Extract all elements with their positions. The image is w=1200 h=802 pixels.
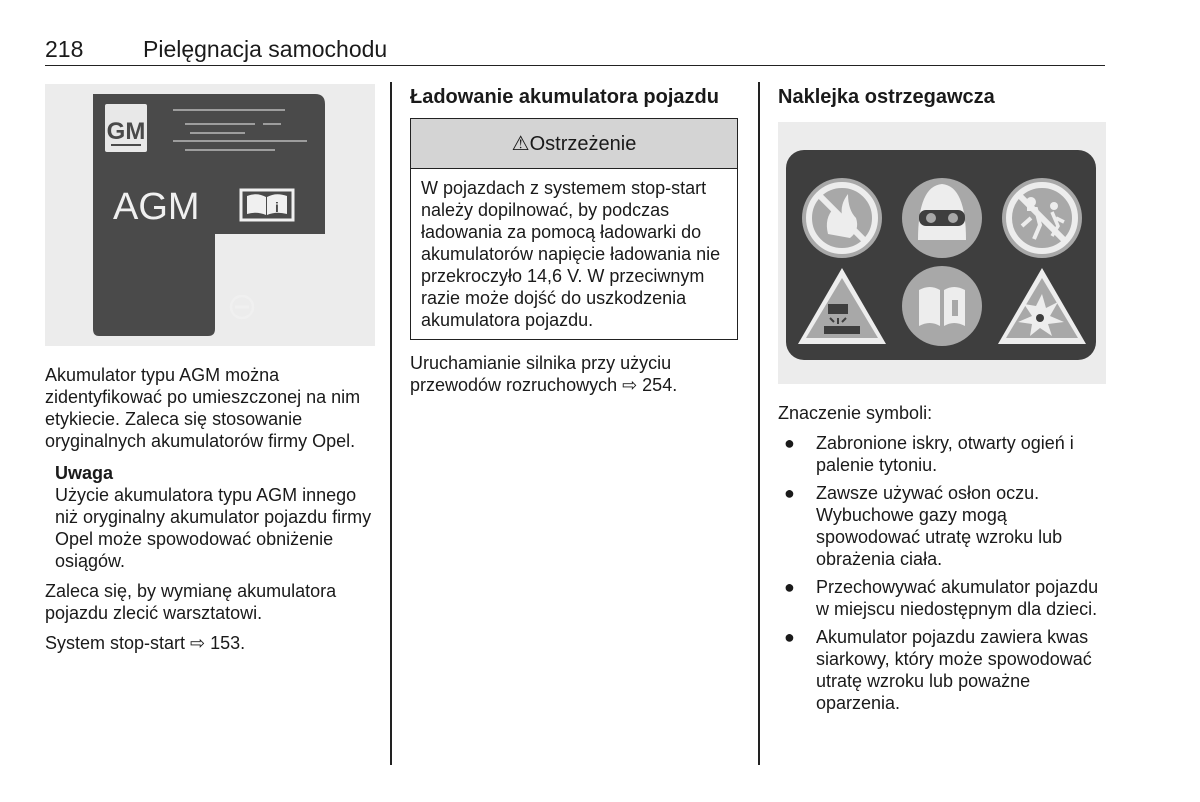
list-item-text: Zawsze używać osłon oczu. Wybuchowe gazy mogą spowodować utratę wzroku lub obrażenia ciała.	[816, 483, 1063, 569]
symbols-list	[778, 432, 1108, 714]
read-manual-icon	[902, 266, 982, 346]
warning-sticker-illustration	[778, 122, 1106, 384]
bullet-icon: ●	[784, 433, 795, 453]
agm-label-figure	[45, 84, 375, 346]
list-item	[778, 626, 1108, 714]
warning-sticker-heading: Naklejka ostrzegawcza	[778, 86, 995, 108]
symbols-intro: Znaczenie symboli:	[778, 403, 933, 423]
list-item-text: Przechowywać akumulator pojazdu w miejscu niedostępnym dla dzieci.	[816, 577, 1099, 619]
manual-info-glyph: i	[275, 199, 279, 215]
page-number: 218	[45, 36, 84, 62]
warning-title: ⚠Ostrzeżenie	[411, 119, 737, 169]
bullet-icon: ●	[784, 577, 795, 597]
list-item-text: Akumulator pojazdu zawiera kwas siarkowy, który może spowodować utratę wzroku lub poważne oparzenia.	[816, 627, 1092, 713]
warning-text: W pojazdach z systemem stop-start należy dopilnować, by podczas ładowania za pomocą ładowarki do akumulatorów napięcie ładowania nie przekroczyło 14,6 V. W przeciwnym razie może dojść do uszkodzenia akumulatora pojazdu.	[421, 178, 721, 330]
column-divider-right	[758, 82, 760, 765]
list-item-text: Zabronione iskry, otwarty ogień i palenie tytoniu.	[816, 433, 1074, 475]
list-item	[778, 432, 1108, 476]
bullet-icon: ●	[784, 483, 795, 503]
section-title: Pielęgnacja samochodu	[143, 36, 388, 62]
no-fire-icon	[802, 178, 882, 258]
eye-protection-icon	[902, 178, 982, 258]
keep-away-children-icon	[1002, 178, 1082, 258]
agm-text: AGM	[113, 186, 200, 228]
agm-label-illustration	[45, 84, 375, 346]
stop-start-reference: System stop-start ⇨ 153.	[45, 633, 246, 653]
replacement-paragraph: Zaleca się, by wymianę akumulatora pojazdu zlecić warsztatowi.	[45, 581, 337, 623]
column-divider-left	[390, 82, 392, 765]
list-item	[778, 482, 1108, 570]
right-column	[778, 84, 1108, 720]
page-header	[45, 36, 1105, 66]
warning-sticker-figure	[778, 122, 1106, 384]
list-item	[778, 576, 1108, 620]
gm-logo-text: GM	[106, 118, 146, 145]
left-column	[45, 84, 375, 654]
warning-box	[410, 118, 738, 340]
jump-start-reference: Uruchamianie silnika przy użyciu przewodów rozruchowych ⇨ 254.	[410, 353, 678, 395]
note-heading: Uwaga	[55, 463, 114, 483]
agm-paragraph: Akumulator typu AGM można zidentyfikować po umieszczonej na nim etykiecie. Zaleca się stosowanie oryginalnych akumulatorów firmy Opel.	[45, 365, 361, 451]
middle-column	[410, 84, 745, 396]
charging-heading: Ładowanie akumulatora pojazdu	[410, 86, 719, 108]
manual-book-icon	[247, 194, 287, 215]
note-block	[45, 462, 375, 572]
note-text: Użycie akumulatora typu AGM innego niż oryginalny akumulator pojazdu firmy Opel może spowodować obniżenie osiągów.	[55, 485, 372, 571]
bullet-icon: ●	[784, 627, 795, 647]
